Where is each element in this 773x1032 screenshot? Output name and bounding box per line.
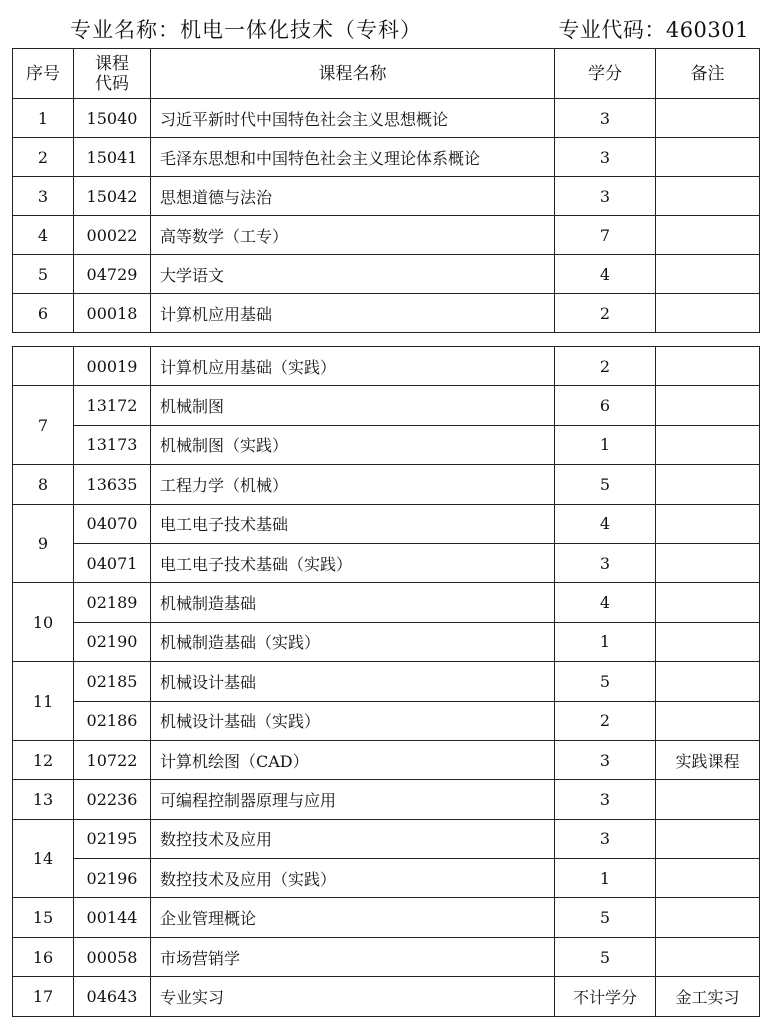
- table-row: [13, 425, 760, 464]
- cell-code: 13173: [74, 425, 151, 464]
- cell-seq: 12: [13, 740, 74, 779]
- cell-code: 00018: [74, 294, 151, 333]
- cell-code: 04729: [74, 255, 151, 294]
- header-seq: 序号: [13, 49, 74, 99]
- cell-seq: 13: [13, 780, 74, 819]
- cell-name: 机械制图: [151, 386, 555, 425]
- cell-code: 00144: [74, 898, 151, 937]
- cell-code: 00022: [74, 216, 151, 255]
- cell-credit: 2: [555, 701, 656, 740]
- cell-name: 数控技术及应用（实践）: [151, 859, 555, 898]
- cell-code: 02186: [74, 701, 151, 740]
- cell-note: [656, 294, 760, 333]
- cell-name: 专业实习: [151, 977, 555, 1016]
- cell-note: [656, 819, 760, 858]
- cell-code: 15041: [74, 138, 151, 177]
- table-row: [13, 347, 760, 386]
- header-code-line1: 课程: [95, 53, 129, 74]
- cell-note: [656, 701, 760, 740]
- cell-seq: 14: [13, 819, 74, 898]
- cell-code: 04070: [74, 504, 151, 543]
- cell-name: 工程力学（机械）: [151, 465, 555, 504]
- cell-credit: 4: [555, 583, 656, 622]
- cell-name: 机械制造基础（实践）: [151, 622, 555, 661]
- cell-credit: 1: [555, 622, 656, 661]
- header-code: [74, 49, 151, 99]
- table-row: [13, 662, 760, 701]
- major-name: 专业名称：机电一体化技术（专科）: [70, 18, 422, 42]
- cell-credit: 4: [555, 504, 656, 543]
- cell-name: 机械设计基础: [151, 662, 555, 701]
- cell-credit: 5: [555, 465, 656, 504]
- cell-name: 可编程控制器原理与应用: [151, 780, 555, 819]
- table-header-row: [13, 49, 760, 99]
- cell-name: 机械制图（实践）: [151, 425, 555, 464]
- cell-code: 00019: [74, 347, 151, 386]
- cell-name: 机械制造基础: [151, 583, 555, 622]
- table-row: [13, 898, 760, 937]
- table-row: [13, 583, 760, 622]
- cell-note: [656, 622, 760, 661]
- cell-code: 02236: [74, 780, 151, 819]
- table-row: [13, 937, 760, 976]
- cell-note: [656, 425, 760, 464]
- cell-name: 思想道德与法治: [151, 177, 555, 216]
- table-row: [13, 740, 760, 779]
- table-row: [13, 780, 760, 819]
- cell-seq: 7: [13, 386, 74, 465]
- cell-note: [656, 99, 760, 138]
- cell-name: 电工电子技术基础: [151, 504, 555, 543]
- cell-code: 04643: [74, 977, 151, 1016]
- cell-credit: 3: [555, 819, 656, 858]
- course-table-bottom: [12, 346, 760, 1017]
- cell-seq: 4: [13, 216, 74, 255]
- cell-seq: 16: [13, 937, 74, 976]
- cell-name: 毛泽东思想和中国特色社会主义理论体系概论: [151, 138, 555, 177]
- table-row: [13, 177, 760, 216]
- cell-name: 大学语文: [151, 255, 555, 294]
- course-table-top: [12, 48, 760, 333]
- cell-code: 02185: [74, 662, 151, 701]
- cell-code: 15042: [74, 177, 151, 216]
- cell-code: 02190: [74, 622, 151, 661]
- cell-credit: 3: [555, 138, 656, 177]
- cell-note: [656, 465, 760, 504]
- table-row: [13, 465, 760, 504]
- cell-note: [656, 662, 760, 701]
- cell-note: [656, 177, 760, 216]
- document-header: [0, 0, 773, 46]
- cell-credit: 3: [555, 740, 656, 779]
- cell-name: 高等数学（工专）: [151, 216, 555, 255]
- cell-note: [656, 859, 760, 898]
- cell-credit: 7: [555, 216, 656, 255]
- cell-note: [656, 347, 760, 386]
- cell-name: 计算机应用基础（实践）: [151, 347, 555, 386]
- cell-credit: 3: [555, 780, 656, 819]
- cell-code: 13635: [74, 465, 151, 504]
- cell-credit: 5: [555, 662, 656, 701]
- table-row: [13, 622, 760, 661]
- header-credit: 学分: [555, 49, 656, 99]
- table-row: [13, 543, 760, 582]
- cell-code: 13172: [74, 386, 151, 425]
- header-name: 课程名称: [151, 49, 555, 99]
- cell-name: 市场营销学: [151, 937, 555, 976]
- cell-seq: 5: [13, 255, 74, 294]
- table-row: [13, 294, 760, 333]
- cell-note: [656, 543, 760, 582]
- cell-seq: 8: [13, 465, 74, 504]
- cell-seq: 17: [13, 977, 74, 1016]
- cell-name: 机械设计基础（实践）: [151, 701, 555, 740]
- cell-credit: 3: [555, 177, 656, 216]
- cell-credit: 3: [555, 99, 656, 138]
- cell-code: 15040: [74, 99, 151, 138]
- header-code-line2: 代码: [95, 73, 129, 94]
- cell-seq: 9: [13, 504, 74, 583]
- major-code: 专业代码：460301: [558, 18, 749, 42]
- cell-note: [656, 937, 760, 976]
- cell-note: [656, 898, 760, 937]
- table-row: [13, 386, 760, 425]
- cell-code: 00058: [74, 937, 151, 976]
- cell-seq: 15: [13, 898, 74, 937]
- table-row: [13, 216, 760, 255]
- cell-seq: 10: [13, 583, 74, 662]
- cell-name: 数控技术及应用: [151, 819, 555, 858]
- cell-credit: 5: [555, 937, 656, 976]
- cell-name: 电工电子技术基础（实践）: [151, 543, 555, 582]
- cell-seq: [13, 347, 74, 386]
- cell-seq: 6: [13, 294, 74, 333]
- cell-credit: 5: [555, 898, 656, 937]
- cell-code: 02196: [74, 859, 151, 898]
- cell-credit: 6: [555, 386, 656, 425]
- cell-note: [656, 216, 760, 255]
- cell-seq: 1: [13, 99, 74, 138]
- cell-credit: 4: [555, 255, 656, 294]
- cell-credit: 1: [555, 425, 656, 464]
- cell-note: [656, 780, 760, 819]
- cell-note: [656, 504, 760, 543]
- cell-code: 10722: [74, 740, 151, 779]
- table-row: [13, 977, 760, 1016]
- cell-seq: 3: [13, 177, 74, 216]
- cell-credit: 1: [555, 859, 656, 898]
- cell-note: 金工实习: [656, 977, 760, 1016]
- table-row: [13, 138, 760, 177]
- cell-code: 04071: [74, 543, 151, 582]
- table-row: [13, 859, 760, 898]
- cell-note: [656, 138, 760, 177]
- table-row: [13, 504, 760, 543]
- table-row: [13, 819, 760, 858]
- cell-note: [656, 583, 760, 622]
- table-row: [13, 99, 760, 138]
- cell-credit: 2: [555, 347, 656, 386]
- cell-note: 实践课程: [656, 740, 760, 779]
- cell-seq: 2: [13, 138, 74, 177]
- cell-note: [656, 386, 760, 425]
- cell-credit: 2: [555, 294, 656, 333]
- cell-name: 计算机应用基础: [151, 294, 555, 333]
- table-row: [13, 255, 760, 294]
- cell-name: 企业管理概论: [151, 898, 555, 937]
- cell-code: 02189: [74, 583, 151, 622]
- cell-credit: 3: [555, 543, 656, 582]
- cell-code: 02195: [74, 819, 151, 858]
- header-note: 备注: [656, 49, 760, 99]
- cell-note: [656, 255, 760, 294]
- table-row: [13, 701, 760, 740]
- cell-seq: 11: [13, 662, 74, 741]
- cell-name: 习近平新时代中国特色社会主义思想概论: [151, 99, 555, 138]
- cell-name: 计算机绘图（CAD）: [151, 740, 555, 779]
- cell-credit: 不计学分: [555, 977, 656, 1016]
